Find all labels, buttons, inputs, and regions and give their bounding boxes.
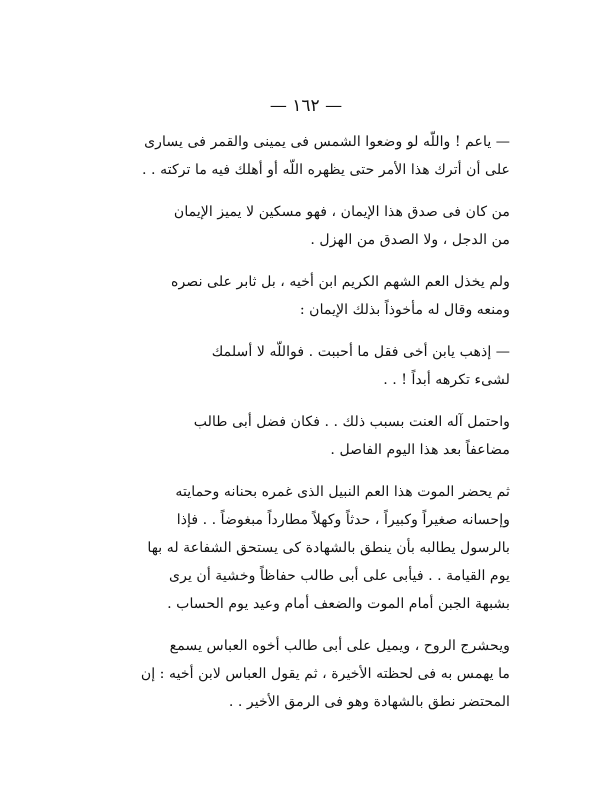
page-number: — ١٦٢ — bbox=[269, 96, 343, 116]
text-line: ولم يخذل العم الشهم الكريم ابن أخيه ، بل ثابر على نصره bbox=[171, 274, 510, 290]
paragraph-1 bbox=[110, 128, 510, 184]
text-line: — إذهب يابن أخى فقل ما أحببت . فواللّه لا أسلمك bbox=[211, 344, 510, 360]
paragraph-3 bbox=[110, 268, 510, 324]
text-line: ويحشرج الروح ، ويميل على أبى طالب أخوه العباس يسمع bbox=[169, 638, 510, 654]
text-line: لشىء تكرهه أبداً ! . . bbox=[383, 372, 510, 388]
text-line: ومنعه وقال له مأخوذاً بذلك الإيمان : bbox=[299, 302, 510, 318]
text-line: من الدجل ، ولا الصدق من الهزل . bbox=[310, 232, 510, 248]
text-line: على أن أترك هذا الأمر حتى يظهره اللّه أو أهلك فيه ما تركته . . bbox=[142, 162, 510, 178]
body-text bbox=[110, 128, 510, 730]
text-line: ما يهمس به فى لحظته الأخيرة ، ثم يقول العباس لابن أخيه : إن bbox=[140, 666, 510, 682]
text-line: ثم يحضر الموت هذا العم النبيل الذى غمره بحنانه وحمايته bbox=[175, 484, 510, 500]
text-line: وإحسانه صغيراً وكبيراً ، حدثاً وكهلاً مطارداً مبغوضاً . . فإذا bbox=[176, 512, 510, 528]
text-line: المحتضر نطق بالشهادة وهو فى الرمق الأخير . . bbox=[228, 694, 510, 710]
paragraph-5 bbox=[110, 408, 510, 464]
text-line: — ياعم ! واللّه لو وضعوا الشمس فى يمينى والقمر فى يسارى bbox=[144, 134, 510, 150]
text-line: من كان فى صدق هذا الإيمان ، فهو مسكين لا يميز الإيمان bbox=[173, 204, 510, 220]
paragraph-6 bbox=[110, 478, 510, 618]
paragraph-4 bbox=[110, 338, 510, 394]
text-line: بالرسول يطالبه بأن ينطق بالشهادة كى يستحق الشفاعة له بها bbox=[147, 540, 510, 556]
paragraph-2 bbox=[110, 198, 510, 254]
paragraph-7 bbox=[110, 632, 510, 716]
text-line: بشبهة الجبن أمام الموت والضعف أمام وعيد يوم الحساب . bbox=[167, 596, 510, 612]
text-line: واحتمل آله العنت بسبب ذلك . . فكان فضل أبى طالب bbox=[193, 414, 510, 430]
text-line: مضاعفاً بعد هذا اليوم الفاصل . bbox=[330, 442, 510, 458]
text-line: يوم القيامة . . فيأبى على أبى طالب حفاظاً وخشية أن يرى bbox=[169, 568, 510, 584]
